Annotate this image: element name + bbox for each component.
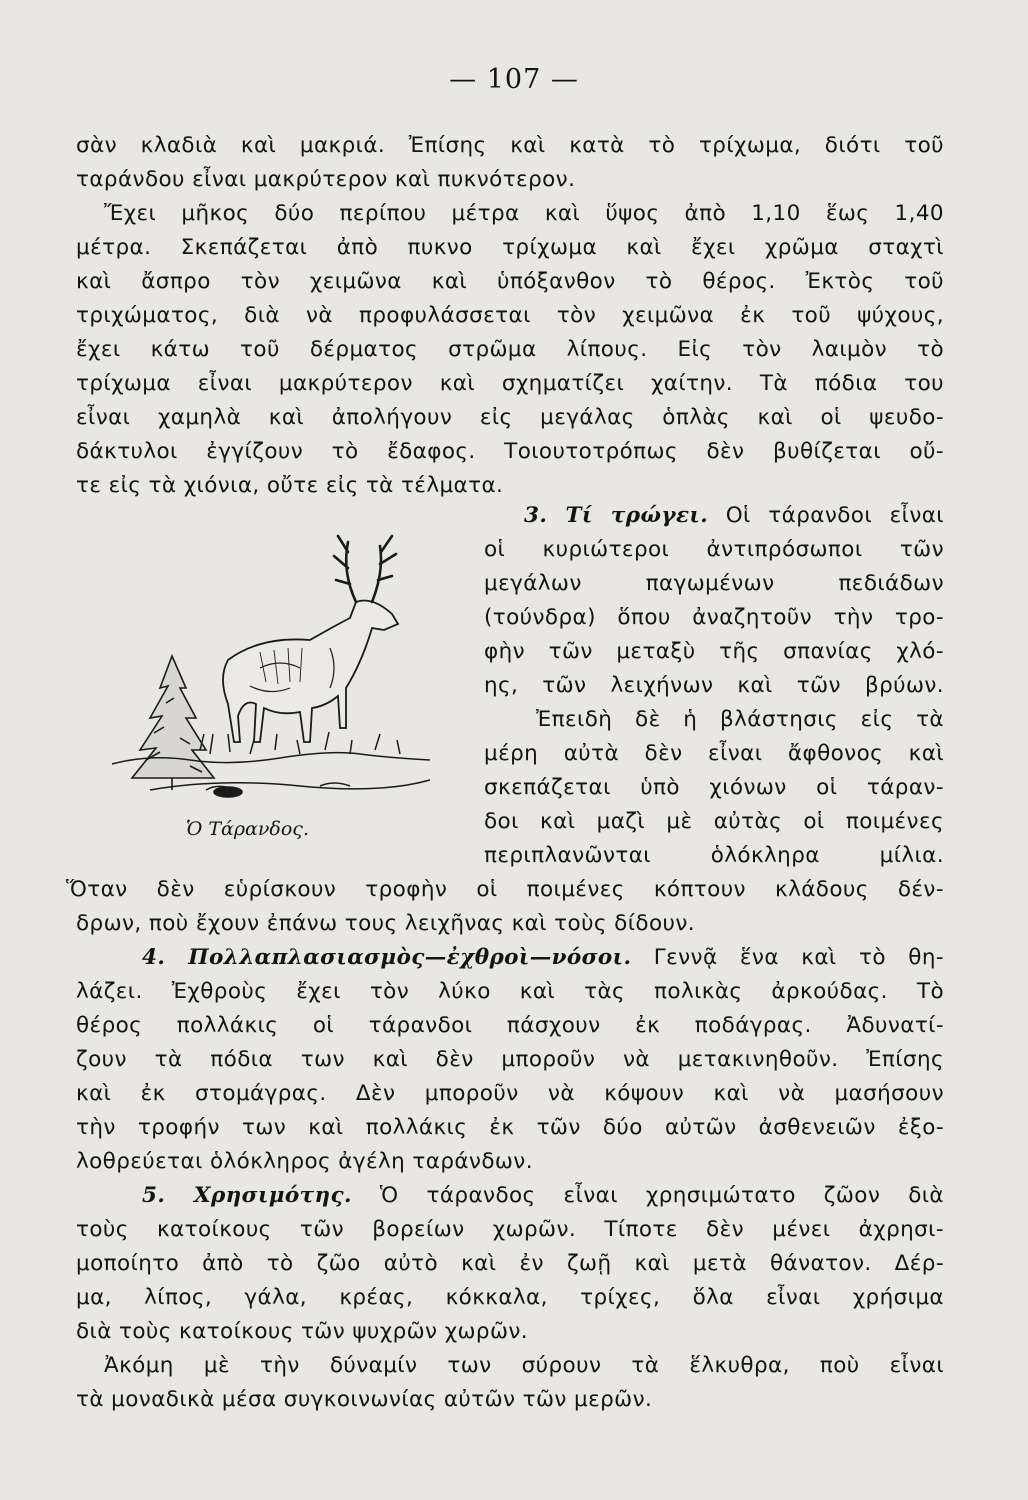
text-line: δρων, ποὺ ἔχουν ἐπάνω τους λειχῆνας καὶ τοὺς δίδουν. bbox=[76, 911, 695, 936]
text-line: εἶναι χαμηλὰ καὶ ἀπολήγουν εἰς μεγάλας ὁπλὰς καὶ οἱ ψευδο- bbox=[76, 405, 944, 430]
text-line: (τούνδρα) ὅπου ἀναζητοῦν τὴν τρο- bbox=[484, 605, 944, 630]
text-line: τὰ μοναδικὰ μέσα συγκοινωνίας αὐτῶν τῶν μερῶν. bbox=[76, 1387, 653, 1412]
text-line: μα, λίπος, γάλα, κρέας, κόκκαλα, τρίχες, ὅλα εἶναι χρήσιμα bbox=[76, 1285, 944, 1310]
text-line: καὶ ἄσπρο τὸν χειμῶνα καὶ ὑπόξανθον τὸ θέρος. Ἐκτὸς τοῦ bbox=[76, 269, 944, 294]
section-4-first-line: 4. Πολλαπλασιασμὸς—ἐχθροὶ—νόσοι. Γεννᾷ ἕνα καὶ τὸ θη- bbox=[142, 945, 945, 970]
reindeer-figure bbox=[223, 601, 398, 743]
page-number: — 107 — bbox=[449, 64, 579, 95]
section-5-first-line: 5. Χρησιμότης. Ὁ τάρανδος εἶναι χρησιμώτατο ζῶον διὰ bbox=[142, 1183, 945, 1208]
reindeer-illustration bbox=[110, 528, 440, 808]
text-line: ζουν τὰ πόδια των καὶ δὲν μποροῦν νὰ μετακινηθοῦν. Ἐπίσης bbox=[76, 1047, 944, 1072]
text-line: μέρη αὐτὰ δὲν εἶναι ἄφθονος καὶ bbox=[484, 741, 944, 766]
text-line: ἔχει κάτω τοῦ δέρματος στρῶμα λίπους. Εἰς τὸν λαιμὸν τὸ bbox=[76, 337, 944, 362]
text-line: Ἔχει μῆκος δύο περίπου μέτρα καὶ ὕψος ἀπὸ 1,10 ἕως 1,40 bbox=[104, 201, 944, 226]
text-line: περιπλανῶνται ὁλόκληρα μίλια. bbox=[484, 843, 944, 868]
text-line: τριχώματος, διὰ νὰ προφυλάσσεται τὸν χειμῶνα ἐκ τοῦ ψύχους, bbox=[76, 303, 944, 328]
text-line: δοι καὶ μαζὶ μὲ αὐτὰς οἱ ποιμένες bbox=[484, 809, 944, 834]
text-line: τοὺς κατοίκους τῶν βορείων χωρῶν. Τίποτε δὲν μένει ἀχρησι- bbox=[76, 1217, 944, 1242]
text-line: τὴν τροφήν των καὶ πολλάκις ἐκ τῶν δύο αὐτῶν ἀσθενειῶν ἐξο- bbox=[76, 1115, 944, 1140]
section-3-first-line: 3. Τί τρώγει. Οἱ τάρανδοι εἶναι bbox=[524, 503, 944, 528]
figure-caption: Ὁ Τάρανδος. bbox=[186, 818, 309, 840]
text-line: λοθρεύεται ὁλόκληρος ἀγέλη ταράνδων. bbox=[76, 1149, 533, 1174]
text-line: ταράνδου εἶναι μακρύτερον καὶ πυκνότερον. bbox=[76, 167, 576, 192]
section-4-heading: 4. Πολλαπλασιασμὸς—ἐχθροὶ—νόσοι. bbox=[142, 945, 632, 970]
text-line: μεγάλων παγωμένων πεδιάδων bbox=[484, 571, 944, 596]
text-line: δάκτυλοι ἐγγίζουν τὸ ἔδαφος. Τοιουτοτρόπως δὲν βυθίζεται οὔ- bbox=[76, 439, 944, 464]
text-line: ης, τῶν λειχήνων καὶ τῶν βρύων. bbox=[484, 673, 944, 698]
text-line: φὴν τῶν μεταξὺ τῆς σπανίας χλό- bbox=[484, 639, 944, 664]
text-line: Ἐπειδὴ δὲ ἡ βλάστησις εἰς τὰ bbox=[536, 707, 944, 732]
text-line: καὶ ἐκ στομάγρας. Δὲν μποροῦν νὰ κόψουν καὶ νὰ μασήσουν bbox=[76, 1081, 944, 1106]
text-line: σκεπάζεται ὑπὸ χιόνων οἱ τάραν- bbox=[484, 775, 944, 800]
text-line: τε εἰς τὰ χιόνια, οὔτε εἰς τὰ τέλματα. bbox=[76, 473, 504, 498]
text-line: σὰν κλαδιὰ καὶ μακριά. Ἐπίσης καὶ κατὰ τὸ τρίχωμα, διότι τοῦ bbox=[76, 133, 944, 158]
section-3-heading: 3. Τί τρώγει. bbox=[524, 503, 709, 528]
text-line: λάζει. Ἐχθροὺς ἔχει τὸν λύκο καὶ τὰς πολικὰς ἀρκούδας. Τὸ bbox=[76, 979, 944, 1004]
text-line: διὰ τοὺς κατοίκους τῶν ψυχρῶν χωρῶν. bbox=[76, 1319, 529, 1344]
text-line: τρίχωμα εἶναι μακρύτερον καὶ σχηματίζει χαίτην. Τὰ πόδια του bbox=[76, 371, 944, 396]
text-line: μέτρα. Σκεπάζεται ἀπὸ πυκνο τρίχωμα καὶ ἔχει χρῶμα σταχτὶ bbox=[76, 235, 944, 260]
section-5-heading: 5. Χρησιμότης. bbox=[142, 1183, 352, 1208]
text-line: μοποίητο ἀπὸ τὸ ζῶο αὐτὸ καὶ ἐν ζωῇ καὶ μετὰ θάνατον. Δέρ- bbox=[76, 1251, 944, 1276]
text-line: Ὅταν δὲν εὑρίσκουν τροφὴν οἱ ποιμένες κόπτουν κλάδους δέν- bbox=[66, 877, 944, 902]
text-line: θέρος πολλάκις οἱ τάρανδοι πάσχουν ἐκ ποδάγρας. Ἀδυνατί- bbox=[76, 1013, 944, 1038]
fir-tree-icon bbox=[132, 656, 214, 790]
text-line: οἱ κυριώτεροι ἀντιπρόσωποι τῶν bbox=[484, 537, 944, 562]
antlers bbox=[334, 536, 396, 602]
text-line: Ἀκόμη μὲ τὴν δύναμίν των σύρουν τὰ ἕλκυθρα, ποὺ εἶναι bbox=[104, 1353, 944, 1378]
